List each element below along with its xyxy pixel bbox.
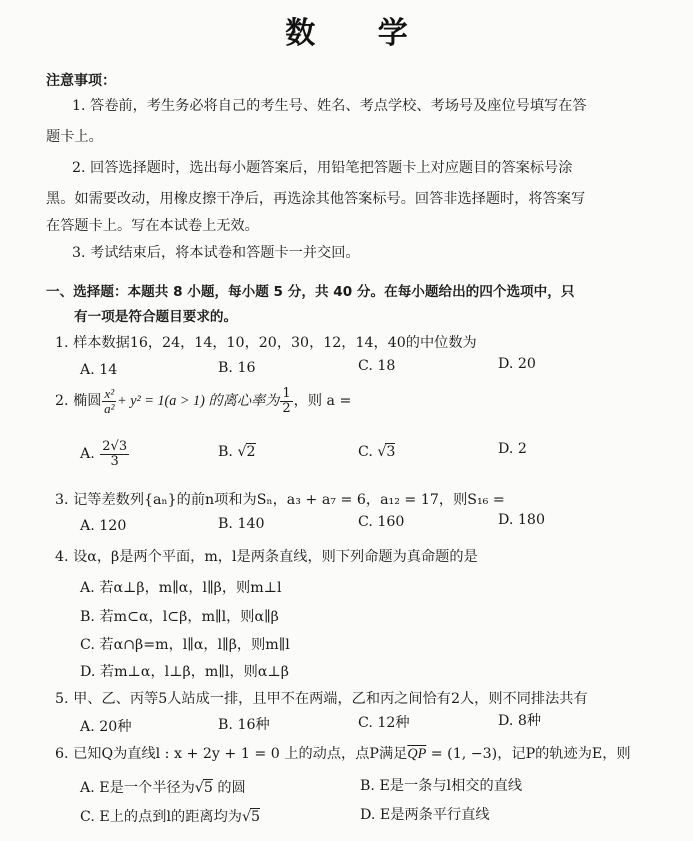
section-1-heading-line-2: 有一项是符合题目要求的。 (74, 309, 238, 325)
notice-item-2-line-3: 在答题卡上。写在本试卷上无效。 (46, 218, 259, 234)
question-stem: 设α，β是两个平面，m，l是两条直线，则下列命题为真命题的是 (73, 549, 478, 565)
q4-option-d[interactable]: D. 若m⊥α，l⊥β，m∥l，则α⊥β (80, 664, 289, 680)
vector-qp: $\overline{QP}$ (407, 746, 427, 762)
q2-option-c[interactable]: C. √3 (358, 444, 396, 460)
q1-option-c[interactable]: C. 18 (358, 358, 396, 374)
q1-option-d[interactable]: D. 20 (498, 356, 536, 372)
question-number: 4. (55, 549, 69, 565)
question-6: 6. 已知Q为直线l : x + 2y + 1 = 0 上的动点，点P满足$\overline{QP} = (1$, −3)，记P的轨迹为E，则 (55, 746, 631, 762)
ellipse-fraction: $\frac{\text{x²}}{\text{a²}}$ (104, 386, 115, 416)
q2-option-d[interactable]: D. 2 (498, 441, 527, 457)
question-number: 3. (55, 492, 69, 508)
q5-option-a[interactable]: A. 20种 (80, 719, 132, 735)
question-number: 2. (55, 393, 69, 410)
q3-option-c[interactable]: C. 160 (358, 514, 405, 530)
question-number: 5. (55, 691, 69, 707)
q5-option-d[interactable]: D. 8种 (498, 713, 542, 729)
q6-option-c[interactable]: C. E上的点到l的距离均为√5 (80, 809, 261, 825)
q4-option-b[interactable]: B. 若m⊂α，l⊂β，m∥l，则α∥β (80, 609, 279, 625)
q6-option-b[interactable]: B. E是一条与l相交的直线 (360, 778, 523, 794)
q3-option-b[interactable]: B. 140 (218, 516, 265, 532)
question-number: 1. (55, 335, 69, 351)
q4-option-a[interactable]: A. 若α⊥β，m∥α，l∥β，则m⊥l (80, 580, 282, 596)
q3-option-d[interactable]: D. 180 (498, 512, 545, 528)
notice-heading: 注意事项： (46, 73, 116, 89)
notice-item-1-line-2: 题卡上。 (46, 129, 103, 145)
q5-option-c[interactable]: C. 12种 (358, 715, 410, 731)
q6-option-a[interactable]: A. E是一个半径为√5 的圆 (80, 780, 246, 796)
q3-option-a[interactable]: A. 120 (80, 518, 127, 534)
q2-option-a[interactable]: A. $\frac{2√3}{3}$ (80, 439, 128, 469)
eccentricity-fraction: $\frac{1}{2}$ (282, 386, 291, 416)
q1-option-b[interactable]: B. 16 (218, 360, 256, 376)
question-2: 2. 椭圆 $\frac{\text{x²}}{\text{a²}}$ + y² = 1(a > 1) 的离心率为 $\frac{1}{2}$ ，则 a = (55, 386, 352, 416)
question-number: 6. (55, 746, 69, 762)
question-1 (55, 332, 477, 352)
notice-item-2-line-2: 黑。如需要改动，用橡皮擦干净后，再选涂其他答案标号。回答非选择题时，将答案写 (46, 191, 586, 207)
question-4 (55, 546, 478, 566)
question-stem: 记等差数列{aₙ}的前n项和为Sₙ，a₃ + a₇ = 6，a₁₂ = 17，则S₁₆ = (73, 492, 505, 508)
notice-item-1-line-1: 1. 答卷前，考生务必将自己的考生号、姓名、考点学校、考场号及座位号填写在答 (72, 98, 587, 114)
q2-option-b[interactable]: B. √2 (218, 444, 256, 460)
notice-item-2-line-1: 2. 回答选择题时，选出每小题答案后，用铅笔把答题卡上对应题目的答案标号涂 (72, 160, 573, 176)
q1-option-a[interactable]: A. 14 (80, 362, 118, 378)
q5-option-b[interactable]: B. 16种 (218, 717, 270, 733)
q4-option-c[interactable]: C. 若α∩β=m，l∥α，l∥β，则m∥l (80, 637, 290, 653)
section-1-heading-line-1: 一、选择题：本题共 8 小题，每小题 5 分，共 40 分。在每小题给出的四个选项中，只 (46, 284, 575, 300)
question-stem: 样本数据16，24，14，10，20，30，12，14，40的中位数为 (73, 335, 477, 351)
question-stem: 甲、乙、丙等5人站成一排，且甲不在两端，乙和丙之间恰有2人，则不同排法共有 (73, 691, 588, 707)
question-5 (55, 688, 588, 708)
question-3 (55, 489, 505, 509)
q6-option-d[interactable]: D. E是两条平行直线 (360, 807, 490, 823)
notice-item-3-line-1: 3. 考试结束后，将本试卷和答题卡一并交回。 (72, 245, 360, 261)
page-title: 数 学 (285, 16, 434, 51)
